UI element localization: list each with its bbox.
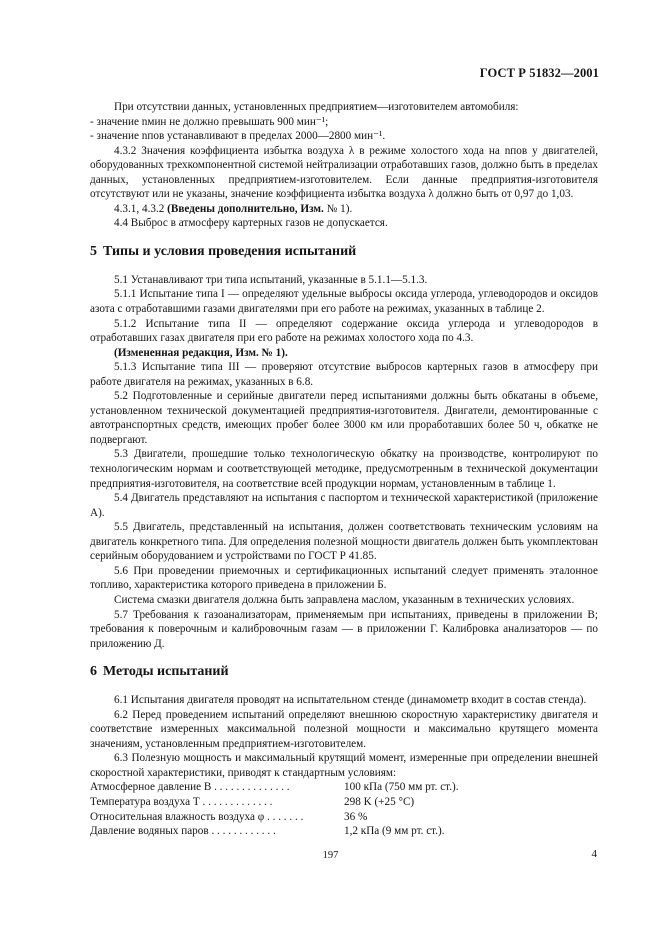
paragraph: 5.1.2 Испытание типа II — определяют содержание оксида углерода и углеводородов в отработавших газах двигателя при его работе на режимах холостого хода по 4.3.	[90, 317, 598, 345]
amendment-label: (Введены дополнительно, Изм.	[167, 202, 324, 215]
document-id-header: ГОСТ Р 51832—2001	[479, 66, 599, 80]
amendment-note: (Измененная редакция, Изм. № 1).	[114, 346, 288, 359]
condition-value: 100 кПа (750 мм рт. ст.).	[344, 781, 459, 794]
paragraph: 5.1.3 Испытание типа III — проверяют отсутствие выбросов картерных газов в атмосферу при работе двигателя на режимах, указанных в 6.8.	[90, 361, 598, 388]
section-heading-6: 6 Методы испытаний	[90, 664, 229, 680]
list-item: - значение nмин не должно превышать 900 мин⁻¹;	[90, 115, 329, 128]
condition-label: Относительная влажность воздуха φ . . . . . . .	[90, 810, 304, 823]
amendment-note	[90, 202, 598, 217]
paragraph: 6.3 Полезную мощность и максимальный крутящий момент, измеренные при определении внешней скоростной характеристики, приводят к стандартным условиям:	[90, 752, 598, 779]
section-heading-5: 5 Типы и условия проведения испытаний	[90, 243, 357, 259]
condition-row	[90, 824, 598, 839]
sheet-number: 4	[591, 848, 597, 860]
paragraph: 5.5 Двигатель, представленный на испытания, должен соответствовать техническим условиям на двигатель конкретного типа. Для определения полезной мощности двигатель должен быть укомплектован серийным оборудованием и устройствами по ГОСТ Р 41.85.	[90, 521, 598, 563]
paragraph: 5.1 Устанавливают три типа испытаний, указанные в 5.1.1—5.1.3.	[114, 273, 428, 286]
condition-label: Температура воздуха Т . . . . . . . . . . . . .	[90, 795, 273, 808]
amendment-refs: 4.3.1, 4.3.2	[114, 202, 168, 215]
paragraph: Система смазки двигателя должна быть заправлена маслом, указанным в технических условиях.	[114, 593, 575, 606]
paragraph: 6.1 Испытания двигателя проводят на испытательном стенде (динамометр входит в состав стенда).	[114, 694, 587, 707]
condition-value: 36 %	[344, 810, 368, 823]
paragraph: 4.4 Выброс в атмосферу картерных газов не допускается.	[114, 217, 388, 230]
paragraph: 5.1.1 Испытание типа I — определяют удельные выбросы оксида углерода, углеводородов и оксидов азота с отработавшими газами двигателями при его работе на режимах, указанных в таблице 2.	[90, 288, 598, 316]
condition-label: Атмосферное давление В . . . . . . . . . . . . . .	[90, 781, 290, 794]
condition-label: Давление водяных паров . . . . . . . . . . . .	[90, 825, 276, 838]
condition-row	[90, 810, 598, 825]
list-item: - значение nпов устанавливают в пределах 2000—2800 мин⁻¹.	[90, 130, 386, 143]
paragraph: 5.6 При проведении приемочных и сертификационных испытаний следует применять эталонное топливо, характеристика которого приведена в приложении Б.	[90, 564, 598, 592]
paragraph: 5.3 Двигатели, прошедшие только технологическую обкатку на производстве, контролируют по технологическим нормам и соответствующей методике, предусмотренным в технической документации предприятия-изготовителя, на соответствие всей продукции нормам, установленным в таблице 1.	[90, 448, 598, 490]
paragraph: 5.7 Требования к газоанализаторам, применяемым при испытаниях, приведены в приложении В; требования к поверочным и калибровочным газам — в приложении Г. Калибровка анализаторов — по приложению Д.	[90, 608, 598, 650]
paragraph: 4.3.2 Значения коэффициента избытка воздуха λ в режиме холостого хода на nпов у двигателей, оборудованных трехкомпонентной системой нейтрализации отработавших газов, должно быть в пределах данных, установленных предприятием-изготовителем. Если данные предприятия-изготовителя отсутствуют или не указаны, значение коэффициента избытка воздуха λ должно быть от 0,97 до 1,03.	[90, 144, 598, 201]
paragraph: 5.2 Подготовленные и серийные двигатели перед испытаниями должны быть обкатаны в объеме, установленном технической документацией предприятия-изготовителя. Двигатели, демонтированные с автотранспортных средств, имеющих пробег более 3000 км или проработавших более 50 ч, обкатке не подвергают.	[90, 390, 598, 446]
page-number: 197	[322, 850, 339, 861]
amendment-number: № 1).	[323, 202, 353, 215]
condition-row	[90, 795, 598, 810]
condition-value: 1,2 кПа (9 мм рт. ст.).	[344, 825, 445, 838]
paragraph: 6.2 Перед проведением испытаний определяют внешнюю скоростную характеристику двигателя и соответствие измеренных максимальной полезной мощности и максимально крутящего момента значениям, установленным предприятием-изготовителем.	[90, 708, 598, 750]
paragraph: При отсутствии данных, установленных предприятием—изготовителем автомобиля:	[114, 101, 519, 113]
page-content	[90, 100, 598, 839]
condition-value: 298 K (+25 °С)	[344, 795, 415, 808]
paragraph: 5.4 Двигатель представляют на испытания с паспортом и технической характеристикой (приложение А).	[90, 492, 598, 519]
condition-row	[90, 780, 598, 795]
